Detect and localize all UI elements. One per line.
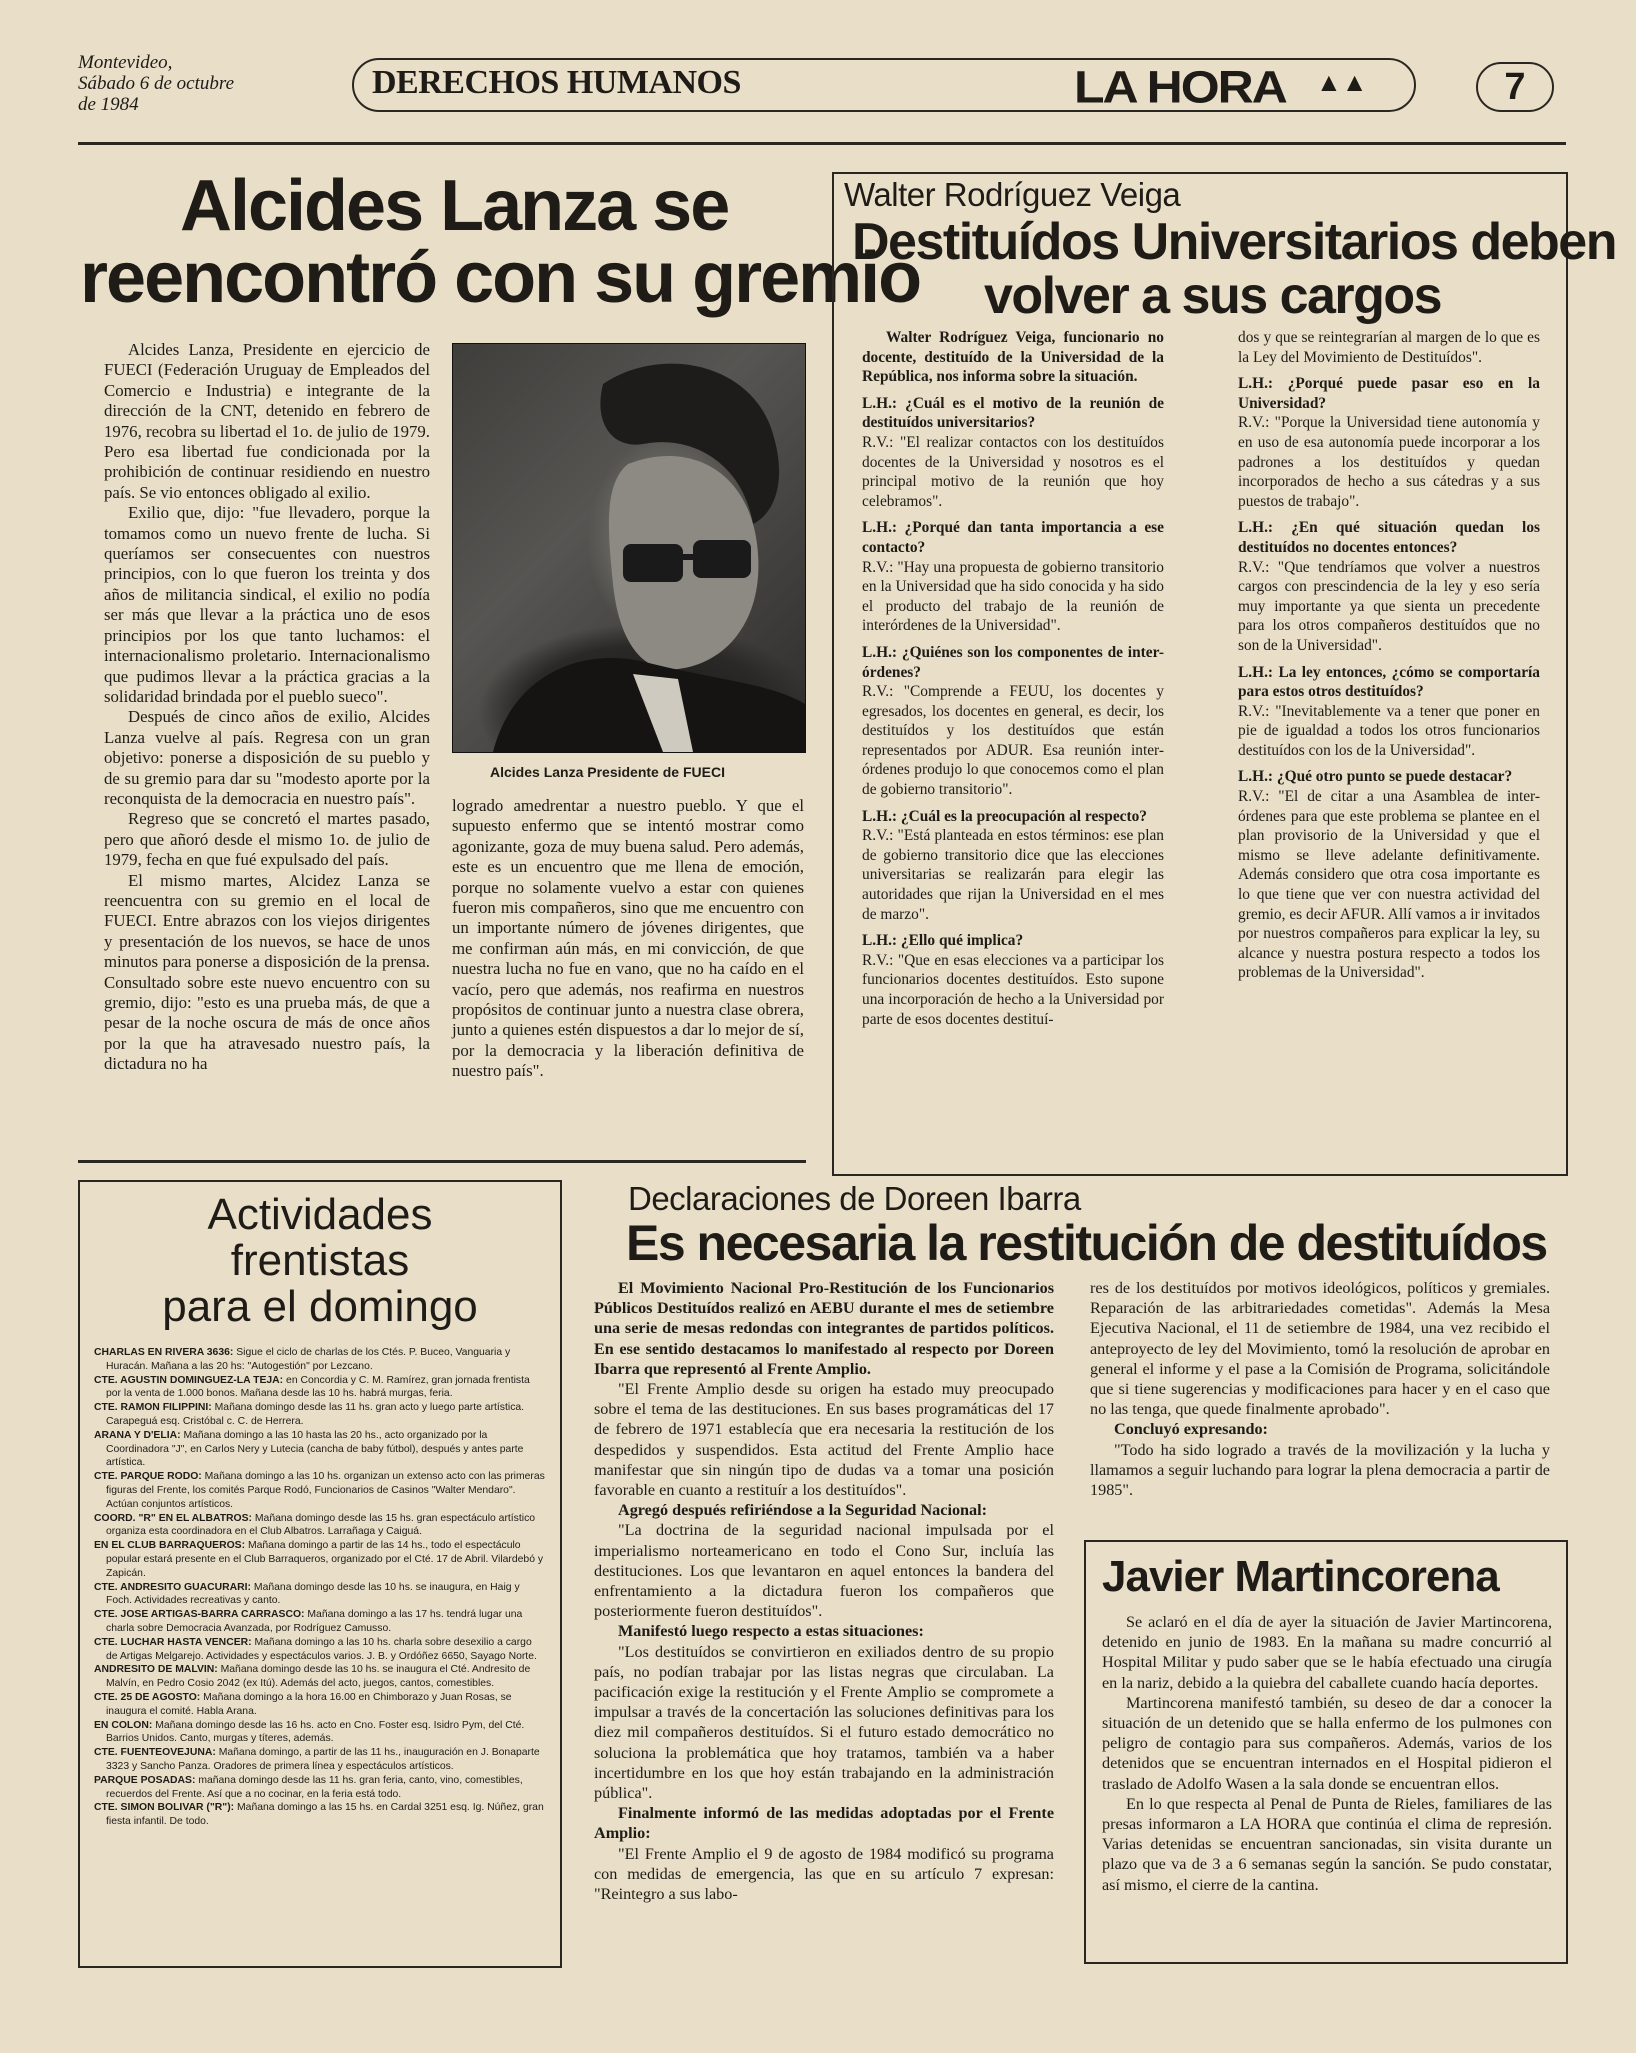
actividades-headline-line1: Actividades bbox=[207, 1190, 433, 1239]
veiga-question: L.H.: ¿Ello qué implica? bbox=[862, 932, 1024, 950]
activity-text: Mañana domingo a las 10 hs. charla sobre desexilio a cargo de Artigas Melgarejo. Actividades y espectáculos varios. J. B. y Ordóñez 6650, Sayago Norte. bbox=[106, 1636, 537, 1662]
lanza-paragraph: El mismo martes, Alcidez Lanza se reencuentra con su gremio en el local de FUECI. Entre abrazos con los viejos dirigentes y presentación de los nuevos, se hace de unos minutos para ponerse a disposición de la prensa. Consultado sobre este nuevo encuentro con su gremio, dijo: "esto es una prueba más, de que a pesar de la noche oscura de más de once años por la que ha atravesado nuestro país, la dictadura no ha bbox=[104, 870, 430, 1074]
ibarra-lead-in: Manifestó luego respecto a estas situaciones: bbox=[618, 1622, 924, 1641]
ibarra-paragraph: "Los destituídos se convirtieron en exiliados dentro de su propio país, no podían trabajar por las listas negras que circulaban. La pacificación exige la restitución y el Frente Amplio se compromete a impulsar a través de la concertación las soluciones definitivas para los diez mil compañeros destituídos. Si el futuro estado democrático no soluciona la problemática que hoy tratamos, también va a haber incertidumbre en los que hoy están trabajando en la administración pública". bbox=[594, 1642, 1054, 1803]
activity-item bbox=[94, 1512, 546, 1540]
lanza-headline-line2: reencontró con su gremio bbox=[80, 238, 921, 318]
activity-name: EN COLON: bbox=[94, 1719, 153, 1731]
activity-item bbox=[94, 1691, 546, 1719]
ibarra-lead-in: Agregó después refiriéndose a la Seguridad Nacional: bbox=[618, 1501, 988, 1520]
veiga-answer: R.V.: "Que en esas elecciones va a participar los funcionarios docentes destituídos. Esto supone una incorporación de hecho a la Universidad por parte de esos docentes destituí- bbox=[862, 951, 1164, 1028]
activity-item bbox=[94, 1746, 546, 1774]
veiga-answer: R.V.: "Está planteada en estos términos: ese plan de gobierno transitorio dice que las elecciones universitarias se realizarán para elegir las autoridades que rijan la Universidad en el mes de marzo". bbox=[862, 827, 1164, 923]
activity-item bbox=[94, 1719, 546, 1747]
ibarra-lead-in: Concluyó expresando: bbox=[1114, 1420, 1268, 1439]
activity-name: EN EL CLUB BARRAQUEROS: bbox=[94, 1540, 246, 1552]
photo-caption: Alcides Lanza Presidente de FUECI bbox=[490, 764, 725, 780]
activity-item bbox=[94, 1539, 546, 1580]
activity-item bbox=[94, 1470, 546, 1511]
activity-text: Mañana domingo desde las 10 hs. se inaugura el Cté. Andresito de Malvín, en Pedro Cosio 2042 (ex Itú). Además del acto, juegos, cantos, comestibles. bbox=[106, 1664, 531, 1690]
martincorena-headline: Javier Martincorena bbox=[1102, 1552, 1499, 1601]
activity-text: Mañana domingo a la hora 16.00 en Chimborazo y Juan Rosas, se inaugura el comité. Habla Arana. bbox=[106, 1691, 512, 1717]
lanza-paragraph: Exilio que, dijo: "fue llevadero, porque la tomamos como un nuevo frente de lucha. Si queríamos ser consecuentes con nuestros principios, con lo que fueron los treinta y dos años de militancia sindical, el exilio no podía ser más que llevar a la práctica uno de esos principios por los que tanto luchamos: el internacionalismo proletario. Internacionalismo que pudimos llevar a la práctica gracias a la solidaridad brindada por el pueblo sueco". bbox=[104, 503, 430, 706]
activity-text: Sigue el ciclo de charlas de los Ctés. P. Buceo, Vanguaria y Huracán. Mañana a las 20 hs: "Autogestión" por Lezcano. bbox=[106, 1347, 511, 1372]
ibarra-paragraph: "La doctrina de la seguridad nacional impulsada por el imperialismo norteamericano en todo el Cono Sur, incluía las destituciones. Los que levantaron en aquel entonces la bandera del enfrentamiento a la dictadura fueron los compañeros que posteriormente fueron destituídos". bbox=[594, 1521, 1054, 1621]
activity-text: Mañana domingo, a partir de las 11 hs., inauguración en J. Bonaparte 3323 y Sancho Panza. Oradores de primera línea y espectáculos artísticos. bbox=[106, 1747, 540, 1772]
activity-name: ARANA Y D'ELIA: bbox=[94, 1429, 181, 1441]
activity-text: Mañana domingo desde las 10 hs. se inaugura, en Haig y Foch. Actividades recreativas y canto. bbox=[106, 1581, 520, 1607]
lanza-paragraph: Después de cinco años de exilio, Alcides Lanza vuelve al país. Regresa con un gran objetivo: ponerse a disposición de su pueblo y de su gremio para dar su "modesto aporte por la reconquista de la democracia en nuestro país". bbox=[104, 707, 430, 808]
actividades-headline-line2: frentistas bbox=[230, 1236, 410, 1285]
actividades-headline bbox=[78, 1192, 562, 1330]
veiga-intro: Walter Rodríguez Veiga, funcionario no docente, destituído de la Universidad de la República, nos informa sobre la situación. bbox=[862, 329, 1164, 386]
lanza-paragraph: logrado amedrentar a nuestro pueblo. Y que el supuesto enfermo que se intentó mostrar como agonizante, goza de muy buena salud. Pero además, este es un encuentro que me llena de emoción, porque no solamente vuelvo a estar con quienes fueron mis compañeros, sino que me encuentro con un importante número de jóvenes dirigentes, que me confirman aún más, en mi convicción, de que nuestra lucha no fue en vano, que no ha caído en el vacío, pero que además, nos reafirma en nuestros propósitos de continuar junto a nuestra clase obrera, junto a quienes estén dispuestos a dar lo mejor de sí, por la democracia y la liberación definitiva de nuestro país". bbox=[452, 796, 804, 1081]
activity-name: CTE. RAMON FILIPPINI: bbox=[94, 1402, 212, 1414]
activity-text: Mañana domingo a partir de las 14 hs., todo el espectáculo popular estará presente en el Club Barraqueros, organizado por el Cté. 17 de Abril. Vilardebó y Zapicán. bbox=[106, 1540, 544, 1579]
actividades-headline-line3: para el domingo bbox=[162, 1282, 478, 1331]
activity-text: Mañana domingo a las 17 hs. tendrá lugar una charla sobre Democracia Avanzada, por Rodríguez Camusso. bbox=[106, 1609, 523, 1634]
veiga-kicker: Walter Rodríguez Veiga bbox=[844, 176, 1181, 213]
page-number: 7 bbox=[1476, 62, 1554, 112]
veiga-headline-line2: volver a sus cargos bbox=[984, 267, 1442, 325]
activity-text: mañana domingo desde las 11 hs. gran feria, canto, vino, comestibles, recuerdos del Frente. Así que a no cocinar, en la feria está todo. bbox=[106, 1774, 523, 1800]
ibarra-paragraph: res de los destituídos por motivos ideológicos, políticos y gremiales. Reparación de las arbitrariedades cometidas". Además la Mesa Ejecutiva Nacional, el 11 de setiembre de 1984, una vez recibido el anteproyecto de ley del Movimiento, tomó la resolución de aprobar en general el informe y el pase a la Comisión de Programa, solicitándole que si tiene sugerencias y modificaciones para hacer y en el caso que no las tenga, que quede finalmente aprobado". bbox=[1090, 1279, 1550, 1419]
dateline-city: Montevideo, bbox=[78, 52, 173, 73]
activity-item bbox=[94, 1429, 546, 1470]
activity-text: Mañana domingo a las 15 hs. en Cardal 3251 esq. Ig. Núñez, gran fiesta infantil. De todo. bbox=[106, 1802, 544, 1828]
activity-item bbox=[94, 1636, 546, 1664]
veiga-question: L.H.: ¿Porqué dan tanta importancia a ese contacto? bbox=[862, 519, 1164, 556]
veiga-column-2 bbox=[1238, 328, 1540, 983]
activity-name: CTE. PARQUE RODO: bbox=[94, 1471, 202, 1483]
activity-item bbox=[94, 1374, 546, 1402]
ibarra-headline: Es necesaria la restitución de destituídos bbox=[626, 1215, 1547, 1271]
veiga-question: L.H.: La ley entonces, ¿cómo se comportaría para estos otros destituídos? bbox=[1238, 663, 1540, 701]
activity-name: CHARLAS EN RIVERA 3636: bbox=[94, 1347, 234, 1358]
alcides-lanza-photo bbox=[452, 343, 806, 753]
martincorena-paragraph: Se aclaró en el día de ayer la situación de Javier Martincorena, detenido en junio de 1983. En la mañana su madre concurrió al Hospital Militar y pudo saber que se le había efectuado una cirugía en la nariz, debido a la quiebra del caballete cuando hacía deportes. bbox=[1102, 1613, 1552, 1692]
veiga-answer: R.V.: "Porque la Universidad tiene autonomía y en uso de esa autonomía puede incorporar a los padrones a los destituídos y quedan incorporados de hecho a sus cátedras y a sus puestos de trabajo". bbox=[1238, 414, 1540, 510]
activity-name: PARQUE POSADAS: bbox=[94, 1774, 196, 1786]
dateline-year: de 1984 bbox=[78, 94, 139, 115]
activity-name: CTE. LUCHAR HASTA VENCER: bbox=[94, 1636, 252, 1648]
veiga-question: L.H.: ¿Porqué puede pasar eso en la Universidad? bbox=[1238, 375, 1540, 412]
lanza-column-2 bbox=[452, 796, 804, 1082]
ibarra-column-1 bbox=[594, 1278, 1054, 1904]
veiga-answer: R.V.: "Comprende a FEUU, los docentes y egresados, los docentes en general, es decir, los destituídos y los destituídos que están representados por ADUR. Esa reunión inter-órdenes produjo lo que conocemos como el plan de gobierno transitorio". bbox=[862, 683, 1164, 799]
paper-mark-icon: ▲▲ bbox=[1316, 68, 1368, 97]
lanza-headline-line1: Alcides Lanza se bbox=[180, 166, 729, 246]
ibarra-paragraph: "Todo ha sido logrado a través de la movilización y la lucha y llamamos a seguir luchando para lograr la plena democracia a partir de 1985". bbox=[1090, 1440, 1550, 1500]
activity-name: CTE. FUENTEOVEJUNA: bbox=[94, 1747, 216, 1759]
veiga-answer: R.V.: "El realizar contactos con los destituídos docentes de la Universidad y nosotros es el principal motivo de la reunión que hoy celebramos". bbox=[862, 433, 1164, 510]
ibarra-lead-in: Finalmente informó de las medidas adoptadas por el Frente Amplio: bbox=[594, 1804, 1054, 1843]
veiga-question: L.H.: ¿Quiénes son los componentes de inter-órdenes? bbox=[862, 643, 1164, 681]
activity-text: Mañana domingo desde las 15 hs. gran espectáculo artístico organiza esta coordinadora en el Club Albatros. Larrañaga y Caiguá. bbox=[106, 1512, 536, 1538]
veiga-answer: R.V.: "Inevitablemente va a tener que poner en pie de igualdad a todos los otros funcionarios destituídos con los de la Universidad". bbox=[1238, 702, 1540, 759]
lanza-column-1 bbox=[104, 340, 430, 1075]
dateline bbox=[78, 52, 234, 115]
lanza-paragraph: Regreso que se concretó el martes pasado, pero que añoró desde el mismo 1o. de julio de 1979, fecha en que fué expulsado del país. bbox=[104, 809, 430, 870]
activity-text: en Concordia y C. M. Ramírez, gran jornada frentista por la venta de 1.000 bonos. Mañana desde las 10 hs. habrá murgas, feria. bbox=[106, 1374, 530, 1400]
veiga-answer: R.V.: "El de citar a una Asamblea de inter-órdenes para que este problema se plantee en el plan provisorio de la Universidad y que el mismo se lleve adelante definitivamente. Además considero que otra cosa importante es lo que tiene que ver con nuestra actividad del gremio, es decir AFUR. Allí vamos a ir invitados por nuestros compañeros para explicar la ley, su alcance y nuestra postura respecto a todos los problemas de la Universidad". bbox=[1238, 788, 1540, 982]
ibarra-paragraph: "El Frente Amplio el 9 de agosto de 1984 modificó su programa con medidas de emergencia, las que en su artículo 7 expresan: "Reintegro a sus labo- bbox=[594, 1844, 1054, 1904]
activity-text: Mañana domingo a las 10 hasta las 20 hs., acto organizado por la Coordinadora "J", en Carlos Nery y Lutecia (cancha de baby fútbol), después y antes parte artística. bbox=[106, 1429, 524, 1469]
veiga-question: L.H.: ¿Qué otro punto se puede destacar? bbox=[1238, 768, 1513, 786]
veiga-answer: dos y que se reintegrarían al margen de lo que es la Ley del Movimiento de Destituídos". bbox=[1238, 329, 1540, 366]
activity-item bbox=[94, 1801, 546, 1829]
veiga-answer: R.V.: "Hay una propuesta de gobierno transitorio en la Universidad que ha sido conocida y ha sido el producto del trabajo de la reunión de interórdenes de la Universidad". bbox=[862, 558, 1164, 635]
veiga-question: L.H.: ¿Cuál es el motivo de la reunión de destituídos universitarios? bbox=[862, 394, 1164, 432]
veiga-question: L.H.: ¿Cuál es la preocupación al respecto? bbox=[862, 807, 1148, 825]
activity-name: CTE. JOSE ARTIGAS-BARRA CARRASCO: bbox=[94, 1609, 305, 1621]
paper-name: LA HORA bbox=[1074, 61, 1286, 113]
activity-name: CTE. 25 DE AGOSTO: bbox=[94, 1691, 201, 1703]
ibarra-paragraph: "El Frente Amplio desde su origen ha estado muy preocupado sobre el tema de las destituciones. En sus bases programáticas del 17 de febrero de 1971 establecía que era necesaria la restitución de los despedidos y suspendidos. Esta actitud del Frente Amplio hace manifestar que sin ningún tipo de dudas va a tomar una posición favorable en cuanto a restituír a los destituídos". bbox=[594, 1380, 1054, 1500]
lanza-bottom-rule bbox=[78, 1160, 806, 1163]
veiga-column-1 bbox=[862, 328, 1164, 1029]
header-rule bbox=[78, 142, 1566, 145]
dateline-date: Sábado 6 de octubre bbox=[78, 73, 235, 94]
veiga-headline-line1: Destituídos Universitarios deben bbox=[852, 213, 1616, 271]
activity-name: CTE. SIMON BOLIVAR ("R"): bbox=[94, 1802, 235, 1814]
activity-item bbox=[94, 1663, 546, 1691]
lanza-paragraph: Alcides Lanza, Presidente en ejercicio de FUECI (Federación Uruguay de Empleados del Comercio e Industria) e integrante de la dirección de la CNT, detenido en febrero de 1976, recobra su libertad el 1o. de julio de 1979. Pero esa libertad fue condicionada por la prohibición de continuar residiendo en nuestro país. Se vio entonces obligado al exilio. bbox=[104, 340, 430, 502]
veiga-question: L.H.: ¿En qué situación quedan los destituídos no docentes entonces? bbox=[1238, 519, 1540, 556]
activity-text: Mañana domingo desde las 16 hs. acto en Cno. Foster esq. Isidro Pym, del Cté. Barrios Unidos. Canto, murgas y títeres, además. bbox=[106, 1719, 525, 1745]
martincorena-paragraph: En lo que respecta al Penal de Punta de Rieles, familiares de las presas informaron a LA HORA que continúa el clima de represión. Varias detenidas se encuentran sancionadas, sin visita durante un plazo que va de 3 a 6 semanas según la sanción. Se pudo constatar, así mismo, el cierre de la cantina. bbox=[1102, 1794, 1552, 1894]
veiga-answer: R.V.: "Que tendríamos que volver a nuestros cargos con prescindencia de la ley y eso sería muy importante ya que sienta un precedente para los otros compañeros destituídos que no son de la Universidad". bbox=[1238, 558, 1540, 654]
section-title: DERECHOS HUMANOS bbox=[372, 64, 741, 101]
activity-item bbox=[94, 1346, 546, 1374]
activity-text: Mañana domingo desde las 11 hs. gran acto y luego parte artística. Carapeguá esq. Cristóbal c. C. de Herrera. bbox=[106, 1402, 525, 1427]
ibarra-paragraph: El Movimiento Nacional Pro-Restitución de los Funcionarios Públicos Destituídos realizó en AEBU durante el mes de setiembre una serie de mesas redondas con integrantes de partidos políticos. En ese sentido destacamos lo manifestado al respecto por Doreen Ibarra que representó al Frente Amplio. bbox=[594, 1279, 1054, 1378]
activity-item bbox=[94, 1774, 546, 1802]
activity-name: COORD. "R" EN EL ALBATROS: bbox=[94, 1512, 253, 1524]
activity-item bbox=[94, 1608, 546, 1636]
activity-name: CTE. ANDRESITO GUACURARI: bbox=[94, 1581, 252, 1593]
ibarra-column-2 bbox=[1090, 1278, 1550, 1500]
activity-text: Mañana domingo a las 10 hs. organizan un extenso acto con las primeras figuras del Frente, los comités Parque Rodó, Funcionarios de Casinos "Walter Mendaro". Actúan conjuntos artísticos. bbox=[106, 1471, 545, 1510]
ibarra-kicker: Declaraciones de Doreen Ibarra bbox=[628, 1180, 1081, 1217]
activity-item bbox=[94, 1581, 546, 1609]
martincorena-body bbox=[1102, 1612, 1552, 1895]
activity-name: CTE. AGUSTIN DOMINGUEZ-LA TEJA: bbox=[94, 1374, 284, 1386]
actividades-list bbox=[94, 1346, 546, 1829]
activity-name: ANDRESITO DE MALVIN: bbox=[94, 1664, 218, 1676]
martincorena-paragraph: Martincorena manifestó también, su deseo de dar a conocer la situación de un detenido que se halla enfermo de los pulmones con peligro de contagio para sus compañeros. Además, varios de los detenidos que se encuentran internados en el Hospital pidieron el traslado de Adolfo Wasen a la sala donde se encuentran ellos. bbox=[1102, 1693, 1552, 1793]
portrait-drawing bbox=[453, 344, 805, 752]
activity-item bbox=[94, 1401, 546, 1429]
